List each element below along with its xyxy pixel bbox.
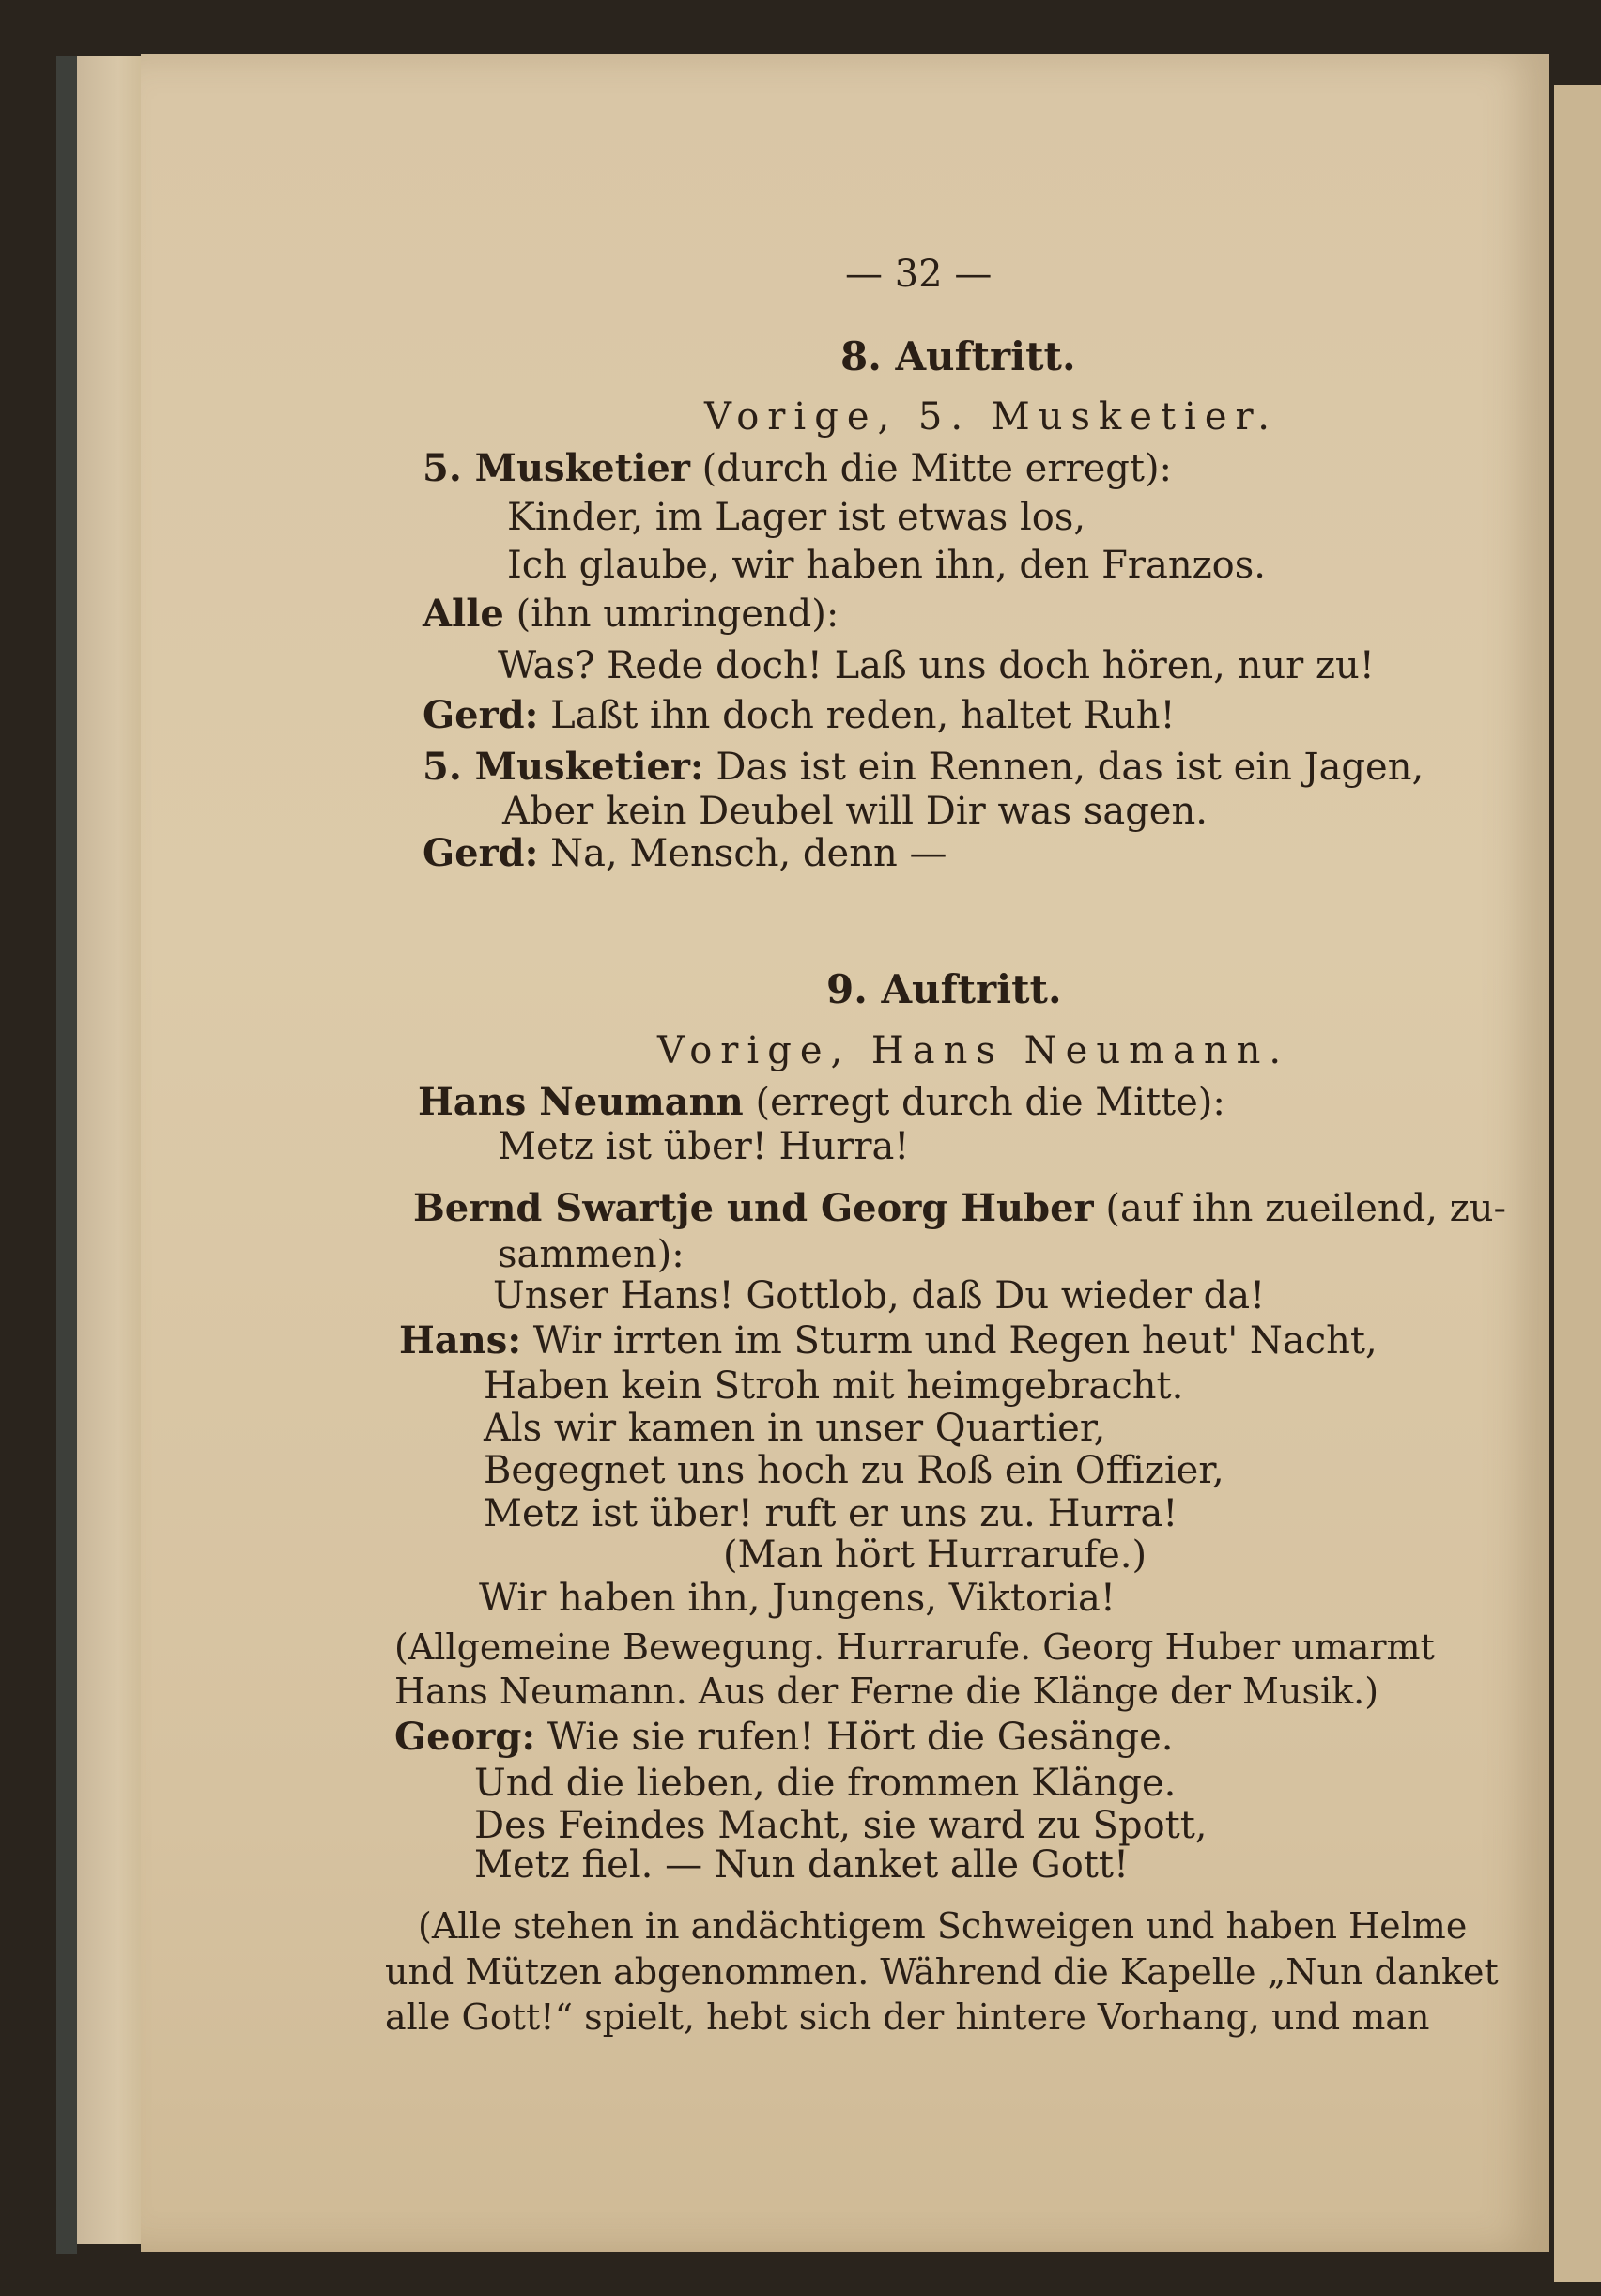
dialogue-text: Laßt ihn doch reden, haltet Ruh! xyxy=(550,694,1176,737)
dialogue-line xyxy=(418,1080,1225,1125)
page-number: — 32 — xyxy=(845,253,993,296)
stage-direction: und Mützen abgenommen. Während die Kapelle „Nun danket xyxy=(385,1951,1499,1993)
dialogue-line xyxy=(423,446,1172,491)
dialogue-line xyxy=(423,693,1176,738)
dialogue-line xyxy=(413,1186,1506,1231)
dialogue-line: Wir haben ihn, Jungens, Viktoria! xyxy=(479,1577,1116,1620)
dialogue-line: Metz ist über! ruft er uns zu. Hurra! xyxy=(484,1492,1178,1535)
dialogue-line: sammen): xyxy=(498,1233,685,1276)
dialogue-text: Wir irrten im Sturm und Regen heut' Nacht, xyxy=(532,1319,1378,1363)
dialogue-line: Ich glaube, wir haben ihn, den Franzos. xyxy=(507,544,1267,587)
dialogue-text: (durch die Mitte erregt): xyxy=(701,447,1173,490)
speaker-name: Hans Neumann xyxy=(418,1080,744,1124)
speaker-name: Alle xyxy=(423,592,504,636)
dialogue-text: (auf ihn zueilend, zu- xyxy=(1105,1187,1507,1230)
scene-9-title: 9. Auftritt. xyxy=(826,966,1062,1012)
dialogue-line xyxy=(394,1715,1173,1760)
stage-direction: Hans Neumann. Aus der Ferne die Klänge der Musik.) xyxy=(394,1671,1379,1712)
scene-9-cast: Vorige, Hans Neumann. xyxy=(657,1029,1290,1072)
dialogue-line: Haben kein Stroh mit heimgebracht. xyxy=(484,1364,1184,1408)
dialogue-line: Des Feindes Macht, sie ward zu Spott, xyxy=(474,1804,1208,1847)
stage-direction: (Alle stehen in andächtigem Schweigen und haben Helme xyxy=(418,1905,1468,1947)
dialogue-line: Kinder, im Lager ist etwas los, xyxy=(507,496,1086,539)
dialogue-line: Metz fiel. — Nun danket alle Gott! xyxy=(474,1843,1130,1887)
dialogue-text: (ihn umringend): xyxy=(516,593,839,636)
stage-direction: (Allgemeine Bewegung. Hurrarufe. Georg Huber umarmt xyxy=(394,1626,1435,1668)
dialogue-line: Als wir kamen in unser Quartier, xyxy=(484,1407,1106,1450)
dialogue-line: Was? Rede doch! Laß uns doch hören, nur zu! xyxy=(498,644,1375,687)
dialogue-text: Na, Mensch, denn — xyxy=(550,832,947,875)
scene-8-title: 8. Auftritt. xyxy=(840,333,1076,379)
dialogue-line xyxy=(423,592,839,637)
speaker-name: 5. Musketier: xyxy=(423,745,704,789)
speaker-name: Gerd: xyxy=(423,693,539,737)
dialogue-line: Aber kein Deubel will Dir was sagen. xyxy=(502,790,1208,833)
dialogue-line xyxy=(423,745,1424,790)
dialogue-line xyxy=(399,1318,1378,1364)
dialogue-line: Und die lieben, die frommen Klänge. xyxy=(474,1762,1177,1805)
dialogue-text: (erregt durch die Mitte): xyxy=(755,1081,1225,1124)
stage-direction: (Man hört Hurrarufe.) xyxy=(723,1533,1147,1577)
stage-direction: alle Gott!“ spielt, hebt sich der hintere Vorhang, und man xyxy=(385,1996,1430,2038)
speaker-name: Hans: xyxy=(399,1318,522,1363)
speaker-name: Georg: xyxy=(394,1715,536,1759)
dialogue-line: Metz ist über! Hurra! xyxy=(498,1125,910,1168)
speaker-name: Bernd Swartje und Georg Huber xyxy=(413,1186,1094,1230)
dialogue-line xyxy=(423,831,947,876)
dialogue-line: Begegnet uns hoch zu Roß ein Offizier, xyxy=(484,1449,1224,1492)
dialogue-text: Wie sie rufen! Hört die Gesänge. xyxy=(546,1716,1174,1759)
speaker-name: 5. Musketier xyxy=(423,446,690,490)
dialogue-line: Unser Hans! Gottlob, daß Du wieder da! xyxy=(493,1274,1266,1318)
speaker-name: Gerd: xyxy=(423,831,539,875)
scene-8-cast: Vorige, 5. Musketier. xyxy=(704,395,1278,439)
dialogue-text: Das ist ein Rennen, das ist ein Jagen, xyxy=(716,746,1424,789)
